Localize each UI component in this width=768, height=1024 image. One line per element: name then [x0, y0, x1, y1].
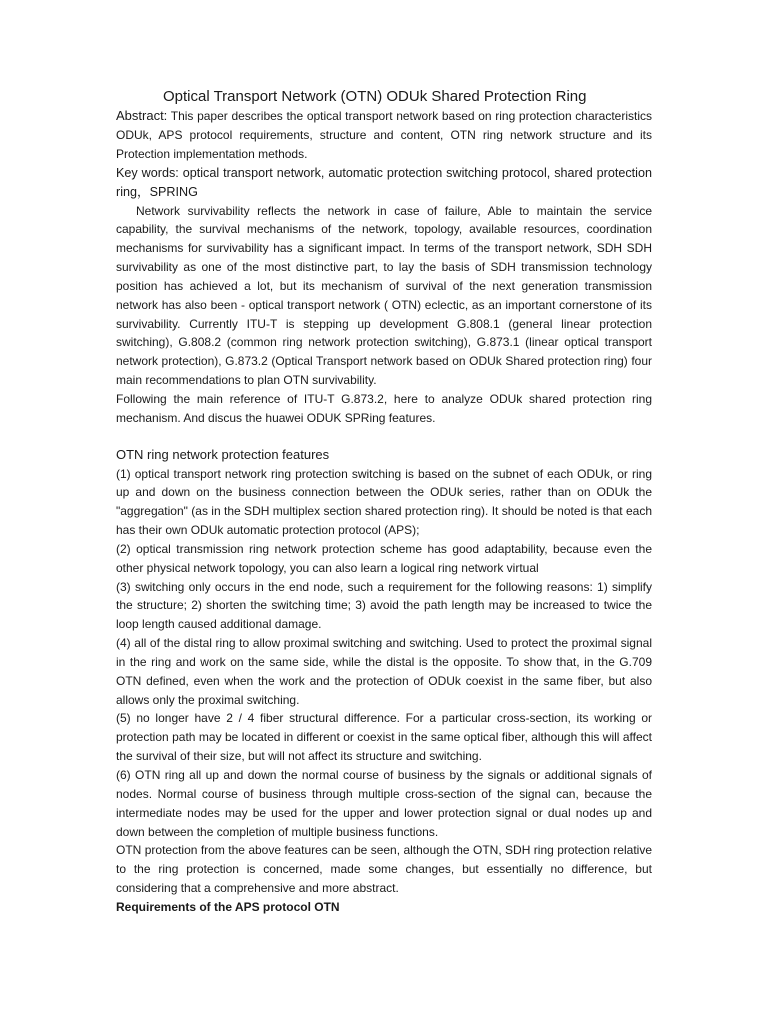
requirements-heading: Requirements of the APS protocol OTN — [116, 899, 340, 914]
feature-item-4: (4) all of the distal ring to allow proximal switching and switching. Used to protect the proximal signal in the ring and work on the same side, while the distal is the opposite. To show that, in the G.709 OTN defined, even when the work and the protection of ODUk coexist in the same fiber, but also allows only the proximal switching. — [116, 636, 652, 707]
feature-item-2: (2) optical transmission ring network protection scheme has good adaptability, because even the other physical network topology, you can also learn a logical ring network virtual — [116, 541, 652, 575]
abstract-text: This paper describes the optical transport network based on ring protection characteristics ODUk, APS protocol requirements, structure and content, OTN ring network structure and its Protection implementation methods. — [116, 109, 652, 161]
abstract-paragraph — [116, 107, 652, 164]
feature-item-5: (5) no longer have 2 / 4 fiber structural difference. For a particular cross-section, its working or protection path may be located in different or coexist in the same optical fiber, although this will affect the survival of their size, but will not affect its structure and switching. — [116, 711, 652, 764]
abstract-label: Abstract: — [116, 108, 168, 123]
feature-item-3: (3) switching only occurs in the end node, such a requirement for the following reasons: 1) simplify the structure; 2) shorten the switching time; 3) avoid the path length may be increased to twice the loop length caused additional damage. — [116, 579, 652, 632]
section-heading: OTN ring network protection features — [116, 446, 330, 462]
feature-item-1: (1) optical transport network ring protection switching is based on the subnet of each ODUk, or ring up and down on the business connection between the ODUk series, rather than on ODUk the "aggregation" (as in the SDH multiplex section shared protection ring). It should be noted is that each has their own ODUk automatic protection protocol (APS); — [116, 466, 652, 538]
page-title: Optical Transport Network (OTN) ODUk Shared Protection Ring — [163, 88, 587, 105]
feature-item-6: (6) OTN ring all up and down the normal course of business by the signals or additional signals of nodes. Normal course of business through multiple cross-section of the signal can, because the intermediate nodes may be used for the upper and lower protection signal or dual nodes up and down between the completion of multiple business functions. — [116, 768, 652, 839]
paragraph-gap — [116, 428, 652, 446]
conclusion-paragraph: OTN protection from the above features can be seen, although the OTN, SDH ring protection relative to the ring protection is concerned, made some changes, but essentially no difference, but considering that a comprehensive and more abstract. — [116, 843, 652, 896]
following-paragraph: Following the main reference of ITU-T G.873.2, here to analyze ODUk shared protection ring mechanism. And discus the huawei ODUK SPRing features. — [116, 391, 652, 425]
intro-paragraph: Network survivability reflects the network in case of failure, Able to maintain the service capability, the survival mechanisms of the network, topology, available resources, coordination mechanisms for survivability has a significant impact. In terms of the transport network, SDH SDH survivability as one of the most distinctive part, to lay the basis of SDH transmission technology position has achieved a lot, but its mechanism of survival of the next generation transmission network has also been - optical transport network ( OTN) eclectic, as an important cornerstone of its survivability. Currently ITU-T is stepping up development G.808.1 (general linear protection switching), G.808.2 (common ring network protection switching), G.873.1 (linear optical transport network protection), G.873.2 (Optical Transport network based on ODUk Shared protection ring) four main recommendations to plan OTN survivability. — [116, 203, 652, 388]
keywords-paragraph: Key words: optical transport network, automatic protection switching protocol, shared protection ring，SPRING — [116, 165, 652, 199]
